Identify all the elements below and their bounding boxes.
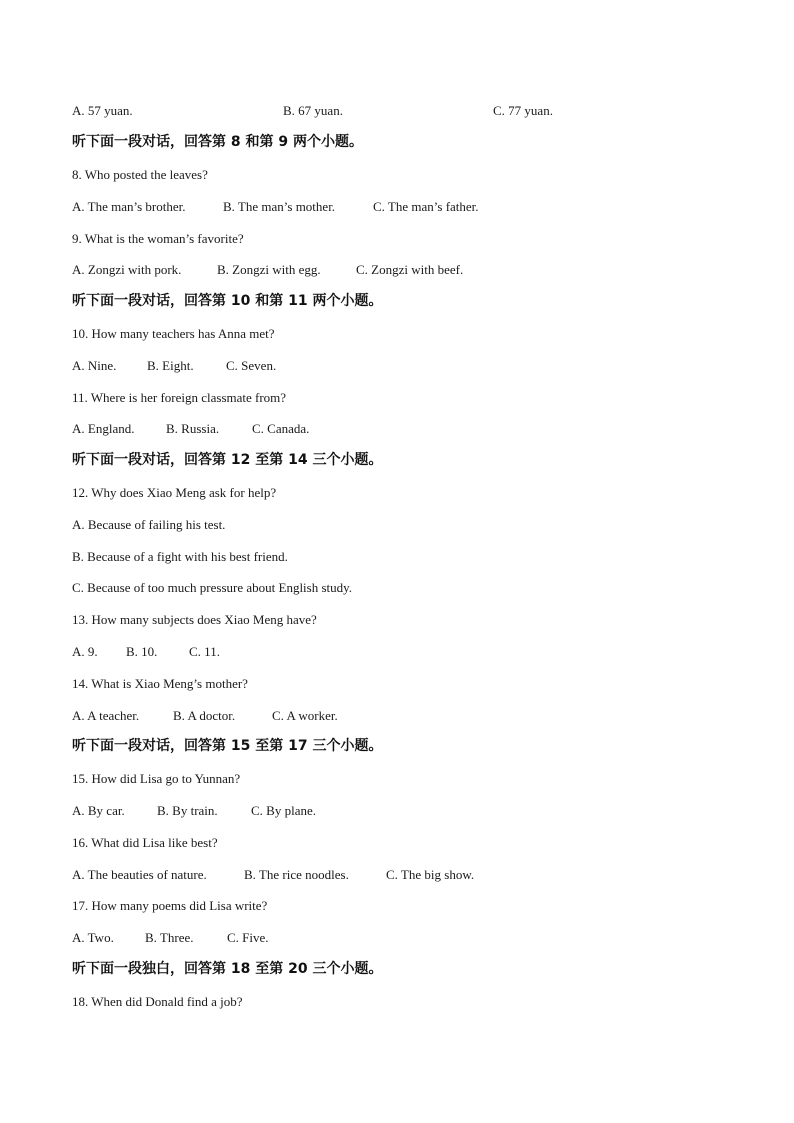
option-a: A. The beauties of nature.: [72, 867, 207, 882]
option-a: A. Two.: [72, 930, 114, 945]
option-a: A. Nine.: [72, 358, 117, 373]
option-b: B. Three.: [145, 930, 194, 945]
option-c: C. Canada.: [252, 421, 310, 436]
option-a: A. England.: [72, 421, 135, 436]
option-a: A. 57 yuan.: [72, 103, 133, 118]
option-b: B. 10.: [126, 644, 158, 659]
option-b: B. 67 yuan.: [283, 103, 343, 118]
option-a: A. The man’s brother.: [72, 199, 186, 214]
section-heading-8-9: 听下面一段对话，回答第 8 和第 9 两个小题。: [72, 134, 363, 150]
option-a: A. By car.: [72, 803, 125, 818]
question-12: 12. Why does Xiao Meng ask for help?: [72, 485, 277, 500]
question-16: 16. What did Lisa like best?: [72, 835, 218, 850]
option-c: C. By plane.: [251, 803, 316, 818]
option-c: C. Zongzi with beef.: [356, 262, 464, 277]
option-c: C. The big show.: [386, 867, 475, 882]
section-heading-10-11: 听下面一段对话，回答第 10 和第 11 两个小题。: [72, 293, 383, 309]
question-17: 17. How many poems did Lisa write?: [72, 898, 268, 913]
option-b: B. Russia.: [166, 421, 220, 436]
question-13: 13. How many subjects does Xiao Meng have?: [72, 612, 317, 627]
option-c: C. A worker.: [272, 708, 338, 723]
question-14: 14. What is Xiao Meng’s mother?: [72, 676, 248, 691]
question-9: 9. What is the woman’s favorite?: [72, 231, 244, 246]
option-c: C. Five.: [227, 930, 269, 945]
option-b: B. The man’s mother.: [223, 199, 336, 214]
option-12-a: A. Because of failing his test.: [72, 517, 226, 532]
option-c: C. The man’s father.: [373, 199, 479, 214]
question-11: 11. Where is her foreign classmate from?: [72, 390, 287, 405]
option-a: A. A teacher.: [72, 708, 140, 723]
option-c: C. Seven.: [226, 358, 277, 373]
option-b: B. A doctor.: [173, 708, 236, 723]
section-heading-12-14: 听下面一段对话，回答第 12 至第 14 三个小题。: [72, 452, 383, 468]
option-a: A. 9.: [72, 644, 98, 659]
section-heading-18-20: 听下面一段独白，回答第 18 至第 20 三个小题。: [72, 961, 383, 977]
option-b: B. Eight.: [147, 358, 194, 373]
question-15: 15. How did Lisa go to Yunnan?: [72, 771, 241, 786]
section-heading-15-17: 听下面一段对话，回答第 15 至第 17 三个小题。: [72, 738, 383, 754]
option-12-b: B. Because of a fight with his best friend.: [72, 549, 288, 564]
option-c: C. 77 yuan.: [493, 103, 553, 118]
option-b: B. By train.: [157, 803, 218, 818]
option-12-c: C. Because of too much pressure about English study.: [72, 580, 353, 595]
question-18: 18. When did Donald find a job?: [72, 994, 243, 1009]
option-b: B. The rice noodles.: [244, 867, 349, 882]
option-c: C. 11.: [189, 644, 220, 659]
question-10: 10. How many teachers has Anna met?: [72, 326, 275, 341]
option-b: B. Zongzi with egg.: [217, 262, 321, 277]
question-8: 8. Who posted the leaves?: [72, 167, 208, 182]
option-a: A. Zongzi with pork.: [72, 262, 182, 277]
